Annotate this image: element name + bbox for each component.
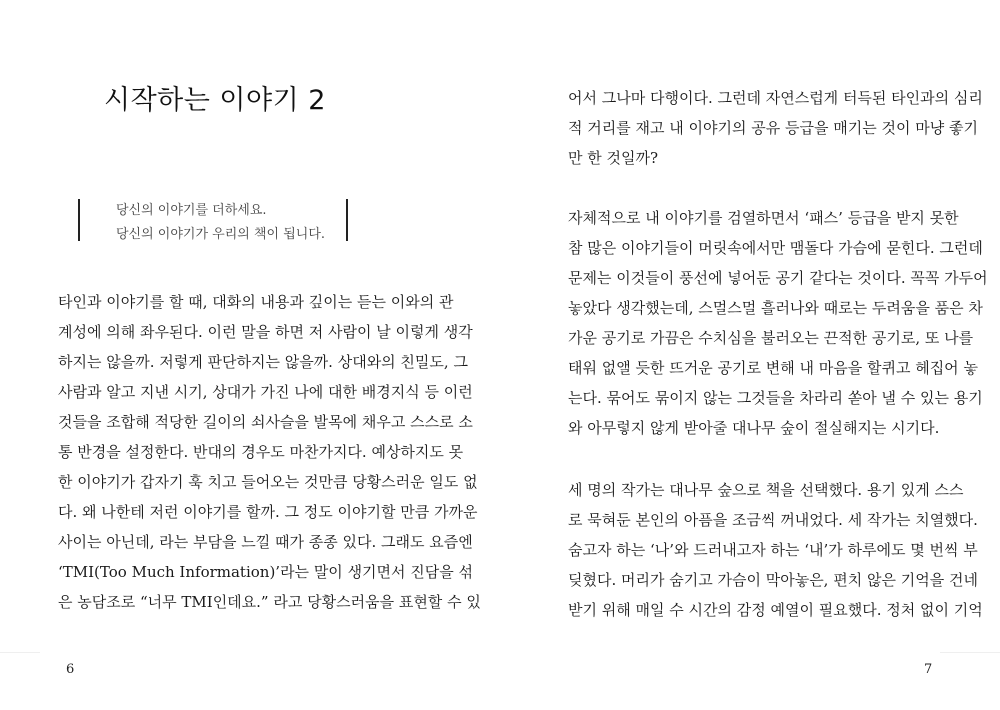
right-page [500, 0, 1000, 710]
right-body-paragraph-1 [568, 83, 983, 173]
chapter-title: 시작하는 이야기 2 [104, 85, 326, 116]
text-line: 와 아무렇지 않게 받아줄 대나무 숲이 절실해지는 시기다. [568, 419, 940, 437]
text-line: 사람과 알고 지낸 시기, 상대가 가진 나에 대한 배경지식 등 이런 [58, 383, 473, 401]
text-line: 하지는 않을까. 저렇게 판단하지는 않을까. 상대와의 친밀도, 그 [58, 353, 468, 371]
text-line: 만 한 것일까? [568, 149, 659, 167]
page-number: 7 [924, 662, 933, 677]
epigraph-line: 당신의 이야기를 더하세요. [116, 203, 267, 218]
left-body-paragraph [58, 287, 481, 617]
epigraph-box [78, 199, 350, 241]
text-line: 자체적으로 내 이야기를 검열하면서 ‘패스’ 등급을 받지 못한 [568, 209, 959, 227]
page-number: 6 [66, 662, 75, 677]
text-line: 통 반경을 설정한다. 반대의 경우도 마찬가지다. 예상하지도 못 [58, 443, 464, 461]
right-body-paragraph-3 [568, 475, 983, 625]
text-line: 가운 공기로 가끔은 수치심을 불러오는 끈적한 공기로, 또 나를 [568, 329, 974, 347]
text-line: 는다. 묶어도 묶이지 않는 그것들을 차라리 쏟아 낼 수 있는 용기 [568, 389, 983, 407]
text-line: 어서 그나마 다행이다. 그런데 자연스럽게 터득된 타인과의 심리 [568, 89, 983, 107]
text-line: 로 묵혀둔 본인의 아픔을 조금씩 꺼내었다. 세 작가는 치열했다. [568, 511, 978, 529]
text-line: 적 거리를 재고 내 이야기의 공유 등급을 매기는 것이 마냥 좋기 [568, 119, 978, 137]
text-line: 다. 왜 나한테 저런 이야기를 할까. 그 정도 이야기할 만큼 가까운 [58, 503, 478, 521]
right-body-paragraph-2 [568, 203, 988, 443]
page-edge-rule [940, 652, 1000, 653]
epigraph-right-bar [346, 199, 348, 241]
text-line: 것들을 조합해 적당한 길이의 쇠사슬을 발목에 채우고 스스로 소 [58, 413, 473, 431]
text-line: ‘TMI(Too Much Information)’라는 말이 생기면서 진담을 섞 [58, 563, 474, 581]
text-line: 숨고자 하는 ‘나’와 드러내고자 하는 ‘내’가 하루에도 몇 번씩 부 [568, 541, 978, 559]
text-line: 계성에 의해 좌우된다. 이런 말을 하면 저 사람이 날 이렇게 생각 [58, 323, 473, 341]
text-line: 타인과 이야기를 할 때, 대화의 내용과 깊이는 듣는 이와의 관 [58, 293, 454, 311]
text-line: 사이는 아닌데, 라는 부담을 느낄 때가 종종 있다. 그래도 요즘엔 [58, 533, 473, 551]
epigraph-line: 당신의 이야기가 우리의 책이 됩니다. [116, 227, 326, 242]
text-line: 받기 위해 매일 수 시간의 감정 예열이 필요했다. 정처 없이 기억 [568, 601, 983, 619]
text-line: 한 이야기가 갑자기 훅 치고 들어오는 것만큼 당황스러운 일도 없 [58, 473, 478, 491]
text-line: 참 많은 이야기들이 머릿속에서만 맴돌다 가슴에 묻힌다. 그런데 [568, 239, 983, 257]
page-edge-rule [0, 652, 40, 653]
text-line: 태워 없앨 듯한 뜨거운 공기로 변해 내 마음을 할퀴고 헤집어 놓 [568, 359, 978, 377]
text-line: 딪혔다. 머리가 숨기고 가슴이 막아놓은, 편치 않은 기억을 건네 [568, 571, 978, 589]
text-line: 은 농담조로 “너무 TMI인데요.” 라고 당황스러움을 표현할 수 있 [58, 593, 481, 611]
text-line: 문제는 이것들이 풍선에 넣어둔 공기 같다는 것이다. 꼭꼭 가두어 [568, 269, 988, 287]
text-line: 놓았다 생각했는데, 스멀스멀 흘러나와 때로는 두려움을 품은 차 [568, 299, 983, 317]
text-line: 세 명의 작가는 대나무 숲으로 책을 선택했다. 용기 있게 스스 [568, 481, 964, 499]
epigraph-left-bar [78, 199, 80, 241]
